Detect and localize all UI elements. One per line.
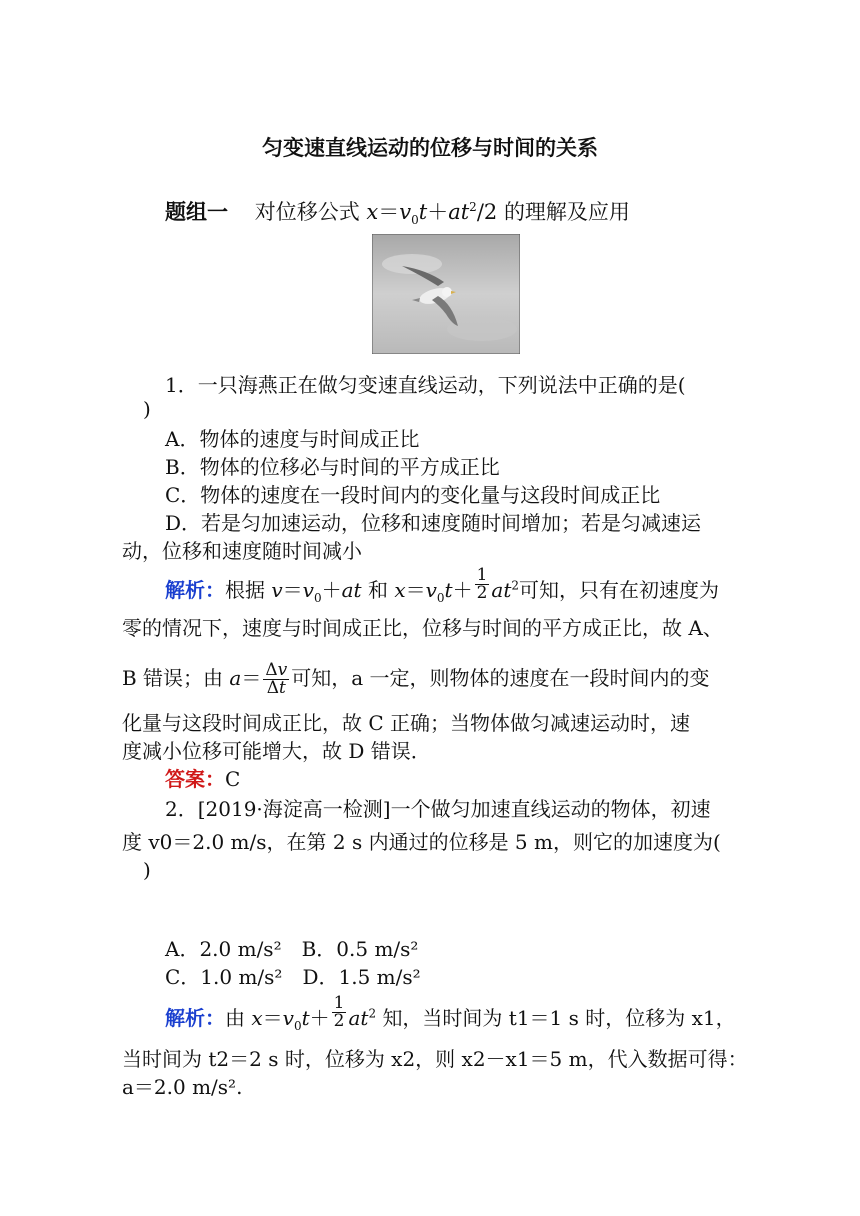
q1-analysis-line4: 化量与这段时间成正比，故 C 正确；当物体做匀减速运动时，速 bbox=[122, 711, 691, 735]
q2-stem-line1: 2．[2019·海淀高一检测]一个做匀加速直线运动的物体，初速 bbox=[165, 797, 711, 821]
q1-answer-value: C bbox=[225, 767, 241, 791]
q2-analysis-label: 解析： bbox=[165, 1006, 225, 1030]
q2-analysis-line3: a＝2.0 m/s². bbox=[122, 1075, 243, 1099]
q1-displacement-formula: $x=v_0t+$ $\frac{1}{2}$ $at^2$ bbox=[394, 565, 520, 605]
q1-stem-line1: 1．一只海燕正在做匀变速直线运动，下列说法中正确的是( bbox=[165, 373, 686, 397]
section-formula: $x=v_0t+at^2/2$ bbox=[366, 200, 498, 228]
section-label: 题组一 bbox=[165, 199, 228, 224]
q1-option-d-cont: 动，位移和速度随时间减小 bbox=[122, 539, 362, 563]
q2-displacement-formula: $x=v_0t+$ $\frac{1}{2}$ $at^2$ bbox=[251, 993, 377, 1033]
q1-option-c: C．物体的速度在一段时间内的变化量与这段时间成正比 bbox=[165, 483, 661, 507]
q1-answer bbox=[165, 763, 240, 792]
q2-stem-line3: ) bbox=[143, 858, 151, 882]
section-heading bbox=[165, 196, 630, 226]
q1-analysis-line2: 零的情况下，速度与时间成正比，位移与时间的平方成正比，故 A、 bbox=[122, 616, 723, 640]
q1-velocity-formula: $v=v_0+at$ bbox=[271, 578, 362, 605]
q1-analysis-line1: 解析：根据 $v=v_0+at$ 和 $x=v_0t+$ $\frac{1}{2}$ $at^2$可知，只有在初速度为 bbox=[165, 565, 720, 605]
section-text-before: 对位移公式 bbox=[254, 200, 360, 224]
q1-analysis-label: 解析： bbox=[165, 578, 225, 602]
section-text-after: 的理解及应用 bbox=[503, 200, 630, 224]
q2-options-row2: C．1.0 m/s² D．1.5 m/s² bbox=[165, 965, 421, 989]
q1-analysis-line5: 度减小位移可能增大，故 D 错误． bbox=[122, 739, 431, 763]
q2-options-row1: A．2.0 m/s² B．0.5 m/s² bbox=[165, 937, 419, 961]
q1-acceleration-formula: a＝ $\frac{\Delta v}{\Delta t}$ bbox=[229, 660, 288, 698]
q1-option-d: D．若是匀加速运动，位移和速度随时间增加；若是匀减速运 bbox=[165, 511, 702, 535]
q2-analysis-line1: 解析：由 $x=v_0t+$ $\frac{1}{2}$ $at^2$ 知，当时间为 t1＝1 s 时，位移为 x1， bbox=[165, 993, 736, 1033]
q1-option-b: B．物体的位移必与时间的平方成正比 bbox=[165, 455, 500, 479]
q2-stem-line2: 度 v0＝2.0 m/s，在第 2 s 内通过的位移是 5 m，则它的加速度为( bbox=[122, 830, 721, 854]
q2-analysis-line2: 当时间为 t2＝2 s 时，位移为 x2，则 x2－x1＝5 m，代入数据可得： bbox=[122, 1047, 748, 1071]
q1-stem-line2: ) bbox=[143, 397, 151, 421]
q1-analysis-line3: B 错误；由 a＝ $\frac{\Delta v}{\Delta t}$ 可知，a 一定，则物体的速度在一段时间内的变 bbox=[122, 660, 710, 698]
page-title: 匀变速直线运动的位移与时间的关系 bbox=[262, 135, 598, 160]
q1-option-a: A．物体的速度与时间成正比 bbox=[165, 427, 420, 451]
seagull-photo bbox=[372, 234, 520, 354]
q1-answer-label: 答案： bbox=[165, 767, 225, 791]
